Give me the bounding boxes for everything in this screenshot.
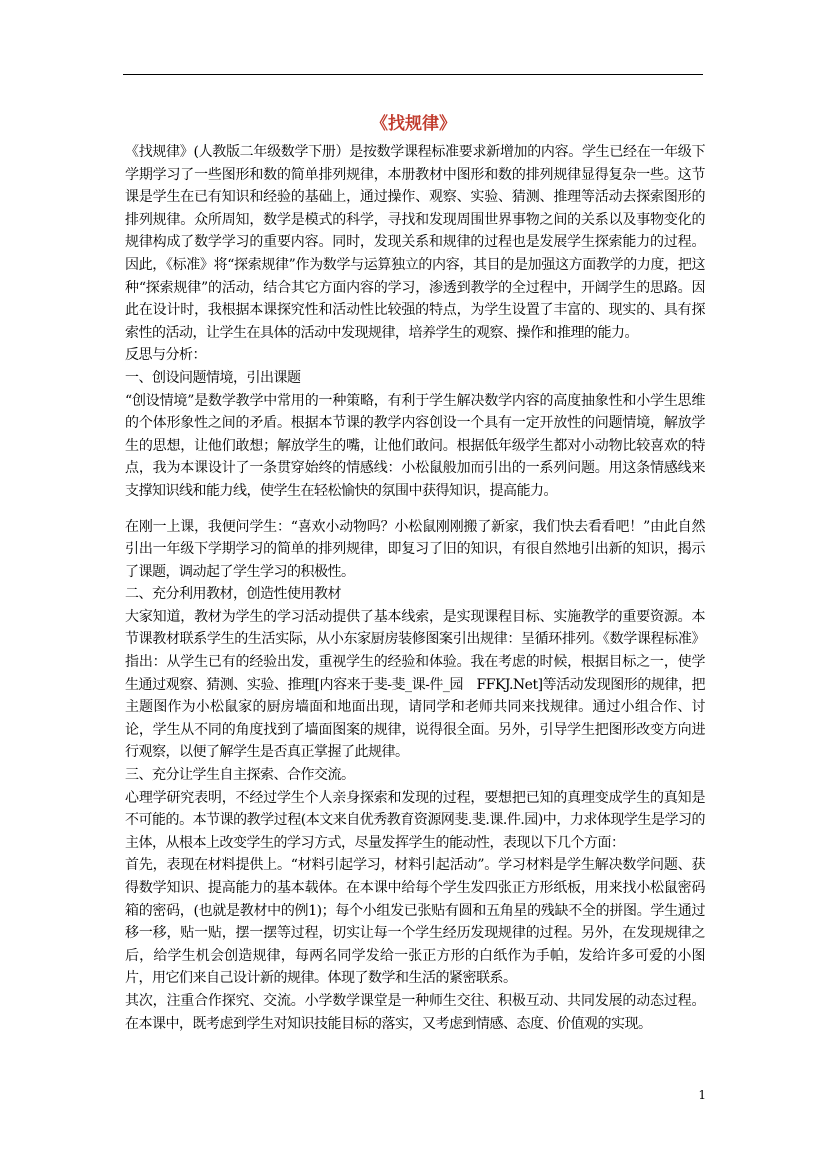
paragraph-textbook: 大家知道，教材为学生的学习活动提供了基本线索，是实现课程目标、实施教学的重要资源。本节课教材联系学生的生活实际，从小东家厨房装修图案引出规律：呈循环排列。《数学课程标准》指出：从学生已有的经验出发，重视学生的经验和体验。我在考虑的时候，根据目标之一，使学生通过观察、猜测、实验、推理[内容来于斐-斐_课-件_园 FFKJ.Net]等活动发现图形的规律，把主题图作为小松鼠家的厨房墙面和地面出现，请同学和老师共同来找规律。通过小组合作、讨论，学生从不同的角度找到了墙面图案的规律，说得很全面。另外，引导学生把图形改变方向进行观察，以便了解学生是否真正掌握了此规律。	[125, 608, 705, 761]
header-rule	[123, 74, 703, 75]
section-heading-1: 一、创设问题情境，引出课题	[125, 369, 301, 386]
document-body	[125, 141, 705, 1035]
section-heading-2: 二、充分利用教材，创造性使用教材	[125, 586, 341, 603]
paragraph-reflection-heading: 反思与分析：	[125, 347, 206, 364]
paragraph-situation: “创设情境”是数学教学中常用的一种策略，有利于学生解决数学内容的高度抽象性和小学生思维的个体形象性之间的矛盾。根据本节课的教学内容创设一个具有一定开放性的问题情境，解放学生的思想，让他们敢想；解放学生的嘴，让他们敢问。根据低年级学生都对小动物比较喜欢的特点，我为本课设计了一条贯穿始终的情感线：小松鼠般加而引出的一系列问题。用这条情感线来支撑知识线和能力线，使学生在轻松愉快的氛围中获得知识，提高能力。	[125, 392, 705, 499]
document-title: 《找规律》	[371, 114, 456, 134]
paragraph-materials: 首先，表现在材料提供上。“材料引起学习，材料引起活动”。学习材料是学生解决数学问题、获得数学知识、提高能力的基本载体。在本课中给每个学生发四张正方形纸板，用来找小松鼠密码箱的密码，(也就是教材中的例1)；每个小组发已张贴有圆和五角星的残缺不全的拼图。学生通过移一移，贴一贴，摆一摆等过程，切实让每一个学生经历发现规律的过程。另外，在发现规律之后，给学生机会创造规律，每两名同学发给一张正方形的白纸作为手帕，发给许多可爱的小图片，用它们来自己设计新的规律。体现了数学和生活的紧密联系。	[125, 857, 705, 987]
paragraph-intro: 《找规律》(人教版二年级数学下册）是按数学课程标准要求新增加的内容。学生已经在一年级下学期学习了一些图形和数的简单排列规律，本册教材中图形和数的排列规律显得复杂一些。这节课是学生在已有知识和经验的基础上，通过操作、观察、实验、猜测、推理等活动去探索图形的排列规律。众所周知，数学是模式的科学，寻找和发现周围世界事物之间的关系以及事物变化的规律构成了数学学习的重要内容。同时，发现关系和规律的过程也是发展学生探索能力的过程。因此，《标准》将“探索规律”作为数学与运算独立的内容，其目的是加强这方面教学的力度，把这种“探索规律”的活动，结合其它方面内容的学习，渗透到教学的全过程中，开阔学生的思路。因此在设计时，我根据本课探究性和活动性比较强的特点，为学生设置了丰富的、现实的、具有探索性的活动，让学生在具体的活动中发现规律，培养学生的观察、操作和推理的能力。	[125, 144, 705, 341]
page-number: 1	[698, 1088, 706, 1102]
paragraph-class-start: 在刚一上课，我便问学生：“喜欢小动物吗？小松鼠刚刚搬了新家，我们快去看看吧！”由此自然引出一年级下学期学习的简单的排列规律，即复习了旧的知识，有很自然地引出新的知识，揭示了课题，调动起了学生学习的积极性。	[125, 518, 705, 580]
paragraph-cooperation: 其次，注重合作探究、交流。小学数学课堂是一种师生交往、积极互动、共同发展的动态过程。在本课中，既考虑到学生对知识技能目标的落实，又考虑到情感、态度、价值观的实现。	[125, 992, 705, 1032]
paragraph-psychology: 心理学研究表明，不经过学生个人亲身探索和发现的过程，要想把已知的真理变成学生的真知是不可能的。本节课的教学过程(本文来自优秀教育资源网斐.斐.课.件.园)中，力求体现学生是学习的主体，从根本上改变学生的学习方式，尽量发挥学生的能动性，表现以下几个方面：	[125, 789, 705, 851]
section-heading-3: 三、充分让学生自主探索、合作交流。	[125, 767, 355, 784]
